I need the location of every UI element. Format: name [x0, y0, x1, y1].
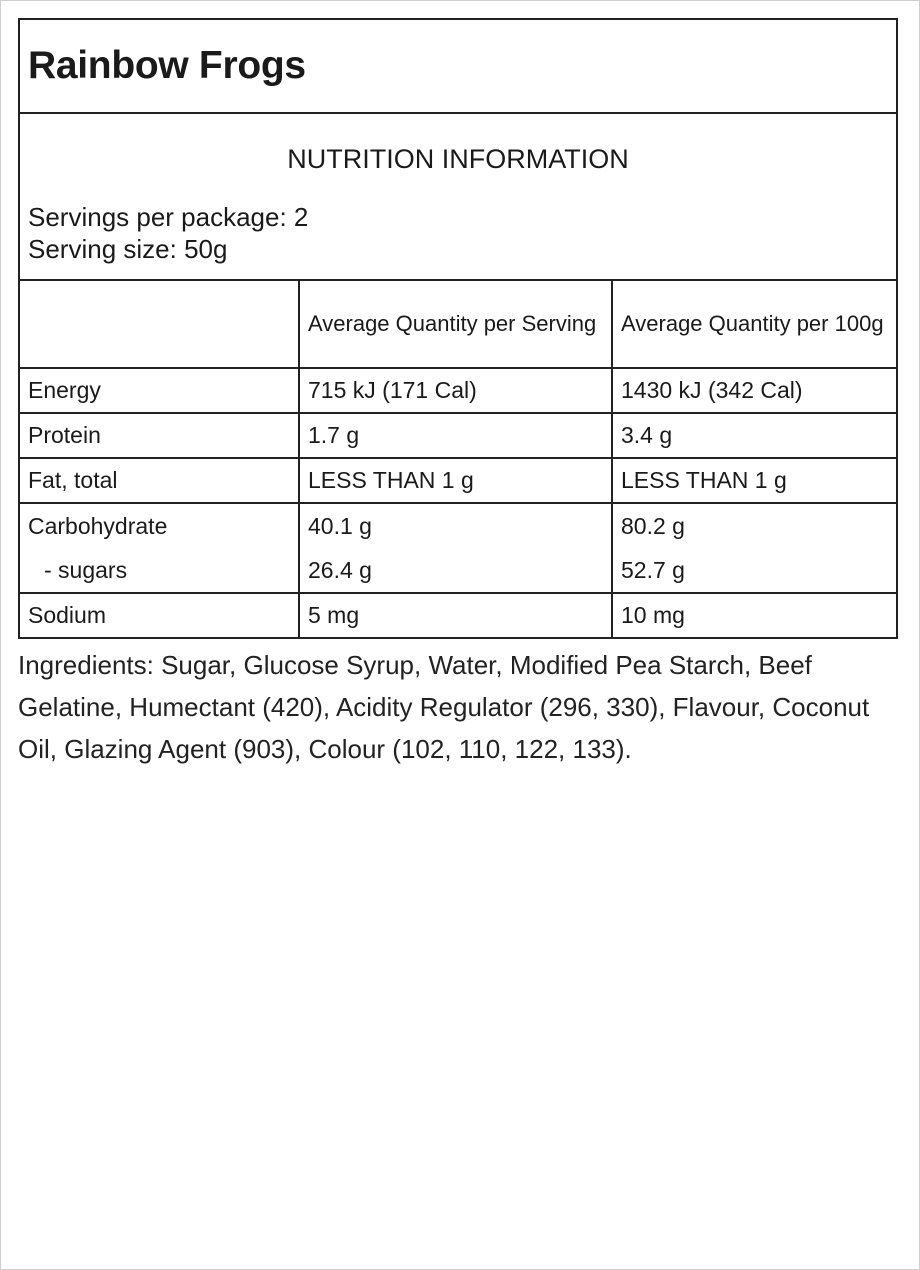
header-per-serving: Average Quantity per Serving	[299, 280, 612, 368]
row-per-serving: 5 mg	[299, 593, 612, 637]
nutrition-info-block	[20, 114, 896, 279]
row-label: Fat, total	[20, 458, 299, 503]
table-row-sodium	[20, 593, 896, 637]
carbohydrate-per-serving: 40.1 g	[308, 513, 372, 539]
carbohydrate-per-100g: 80.2 g	[621, 513, 685, 539]
sugars-label: - sugars	[44, 557, 128, 583]
product-title-row	[20, 20, 896, 114]
table-header-row	[20, 280, 896, 368]
row-per-serving: 715 kJ (171 Cal)	[299, 368, 612, 413]
row-per-100g: LESS THAN 1 g	[612, 458, 896, 503]
row-label: Protein	[20, 413, 299, 458]
sugars-per-100g: 52.7 g	[621, 557, 685, 583]
row-label: Energy	[20, 368, 299, 413]
table-row-energy	[20, 368, 896, 413]
row-per-100g: 1430 kJ (342 Cal)	[612, 368, 896, 413]
header-per-100g: Average Quantity per 100g	[612, 280, 896, 368]
table-row-protein	[20, 413, 896, 458]
nutrition-table	[20, 279, 896, 637]
carbohydrate-label: Carbohydrate	[28, 513, 168, 539]
row-per-serving-cell	[299, 503, 612, 593]
row-per-100g: 3.4 g	[612, 413, 896, 458]
row-per-100g-cell	[612, 503, 896, 593]
row-label-cell	[20, 503, 299, 593]
table-row-carbohydrate	[20, 503, 896, 593]
row-per-serving: 1.7 g	[299, 413, 612, 458]
table-row-fat	[20, 458, 896, 503]
ingredients-text: Ingredients: Sugar, Glucose Syrup, Water, Modified Pea Starch, Beef Gelatine, Humectant (420), Acidity Regulator (296, 330), Flavour, Coconut Oil, Glazing Agent (903), Colour (102, 110, 122, 133).	[18, 650, 870, 764]
header-blank	[20, 280, 299, 368]
row-per-serving: LESS THAN 1 g	[299, 458, 612, 503]
sugars-per-serving: 26.4 g	[308, 557, 372, 583]
row-label: Sodium	[20, 593, 299, 637]
product-title: Rainbow Frogs	[28, 44, 306, 87]
nutrition-heading: NUTRITION INFORMATION	[287, 144, 629, 174]
serving-size: Serving size: 50g	[28, 234, 228, 264]
nutrition-panel	[18, 18, 898, 639]
row-per-100g: 10 mg	[612, 593, 896, 637]
servings-per-package: Servings per package: 2	[28, 202, 309, 232]
